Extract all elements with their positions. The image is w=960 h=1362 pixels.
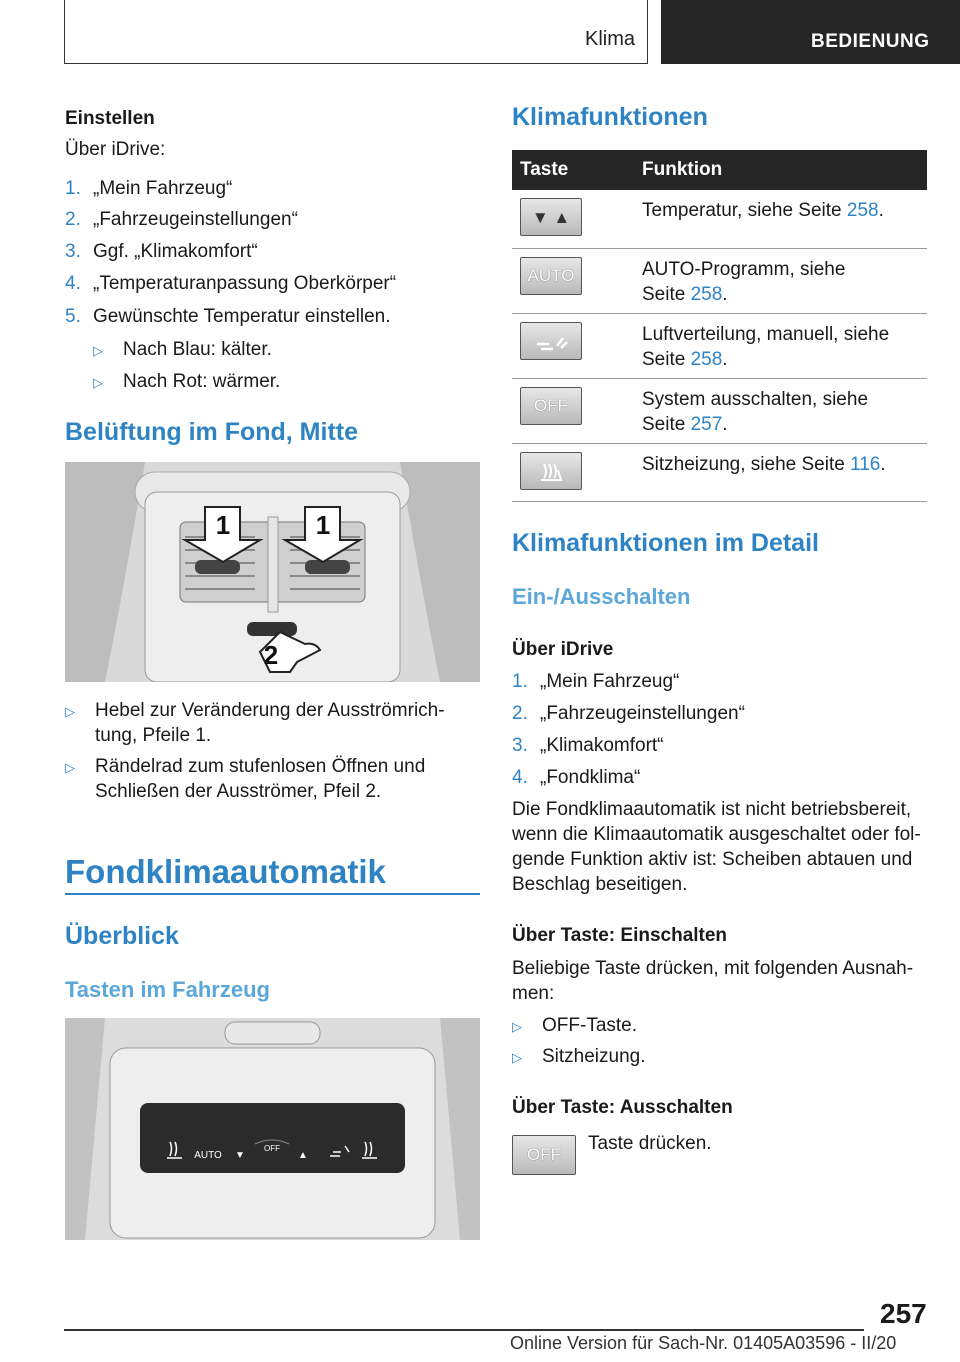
page-link[interactable]: 258 bbox=[846, 200, 879, 221]
bullet-triangle-icon: ▷ bbox=[93, 343, 103, 358]
page-link[interactable]: 116 bbox=[850, 453, 881, 475]
einschalten-paragraph-line: men: bbox=[512, 983, 555, 1004]
list-item: 3. Ggf. „Klimakomfort“ bbox=[65, 241, 258, 262]
wheel-arrow-label: 2 bbox=[263, 640, 279, 670]
vent-arrow-label: 1 bbox=[215, 510, 231, 540]
vent-bullet-cont: tung, Pfeile 1. bbox=[95, 725, 212, 746]
panel-off-label: OFF bbox=[264, 1144, 280, 1153]
fondklima-paragraph-line: gende Funktion aktiv ist: Scheiben abtauen und bbox=[512, 849, 913, 870]
fond-heading: Fondklimaautomatik bbox=[65, 853, 386, 890]
list-item: 2. „Fahrzeugeinstellungen“ bbox=[512, 703, 745, 724]
section-title: Klima bbox=[585, 28, 636, 50]
bullet-triangle-icon: ▷ bbox=[65, 704, 75, 719]
table-row: OFF System ausschalten, siehe Seite 257. bbox=[512, 378, 927, 443]
bullet-triangle-icon: ▷ bbox=[512, 1050, 522, 1065]
list-item: 4. „Temperaturanpassung Oberkörper“ bbox=[65, 273, 397, 294]
online-version-text: Online Version für Sach-Nr. 01405A03596 - II/20 bbox=[510, 1333, 897, 1353]
einschalten-bullet: ▷ Sitzheizung. bbox=[512, 1044, 646, 1070]
header-frame bbox=[64, 0, 648, 64]
auto-key-icon: AUTO bbox=[520, 257, 582, 295]
einschalten-paragraph-line: Beliebige Taste drücken, mit folgenden Ausnah‐ bbox=[512, 958, 914, 979]
chapter-title: BEDIENUNG bbox=[811, 31, 930, 52]
table-row: ▼ ▲ Temperatur, siehe Seite 258. bbox=[512, 190, 927, 248]
table-header-cell: Funktion bbox=[634, 150, 927, 190]
sub-bullet: ▷ Nach Blau: kälter. bbox=[93, 337, 272, 363]
page-link[interactable]: 258 bbox=[690, 283, 723, 305]
table-row: AUTO AUTO-Programm, siehe Seite 258. bbox=[512, 248, 927, 313]
list-item: 4. „Fondklima“ bbox=[512, 767, 641, 788]
ausschalten-text: Taste drücken. bbox=[588, 1133, 712, 1154]
einaus-heading: Ein-/Ausschalten bbox=[512, 584, 691, 609]
list-item: 1. „Mein Fahrzeug“ bbox=[65, 178, 233, 199]
heading-rule bbox=[65, 893, 480, 895]
control-panel-illustration bbox=[65, 1018, 480, 1240]
panel-auto-label: AUTO bbox=[194, 1150, 222, 1161]
vent-arrow-label: 1 bbox=[315, 510, 331, 540]
page-number: 257 bbox=[880, 1298, 927, 1329]
footer-rule bbox=[64, 1329, 864, 1331]
fondklima-paragraph-line: Beschlag beseitigen. bbox=[512, 874, 688, 895]
seat-heating-icon bbox=[520, 452, 582, 490]
panel-up-label: ▲ bbox=[298, 1150, 308, 1161]
page-link[interactable]: 258 bbox=[690, 348, 723, 370]
fondklima-paragraph-line: wenn die Klimaautomatik ausgeschaltet oder fol‐ bbox=[512, 824, 921, 845]
bullet-triangle-icon: ▷ bbox=[65, 760, 75, 775]
vent-bullet-cont: Schließen der Ausströmer, Pfeil 2. bbox=[95, 781, 382, 802]
table-row: Luftverteilung, manuell, siehe Seite 258. bbox=[512, 313, 927, 378]
einstellen-intro: Über iDrive: bbox=[65, 139, 166, 160]
panel-down-label: ▼ bbox=[235, 1150, 245, 1161]
table-header-row bbox=[512, 150, 927, 190]
einstellen-heading: Einstellen bbox=[65, 108, 155, 129]
einschalten-heading: Über Taste: Einschalten bbox=[512, 925, 728, 946]
fondklima-paragraph-line: Die Fondklimaautomatik ist nicht betriebsbereit, bbox=[512, 799, 912, 820]
list-item: 2. „Fahrzeugeinstellungen“ bbox=[65, 209, 298, 230]
list-item: 5. Gewünschte Temperatur einstellen. bbox=[65, 306, 391, 327]
tasten-heading: Tasten im Fahrzeug bbox=[65, 977, 270, 1002]
off-key-icon: OFF bbox=[512, 1135, 576, 1175]
detail-heading: Klimafunktionen im Detail bbox=[512, 529, 819, 557]
belueftung-heading: Belüftung im Fond, Mitte bbox=[65, 418, 359, 446]
ausschalten-heading: Über Taste: Ausschalten bbox=[512, 1097, 733, 1118]
idrive-heading: Über iDrive bbox=[512, 639, 614, 660]
klimafunktionen-heading: Klimafunktionen bbox=[512, 103, 708, 131]
ueberblick-heading: Überblick bbox=[65, 922, 179, 950]
rear-vent-illustration bbox=[65, 462, 480, 682]
table-row: Sitzheizung, siehe Seite 116. bbox=[512, 443, 927, 501]
klimafunktionen-table bbox=[512, 150, 927, 502]
table-header-cell: Taste bbox=[512, 150, 634, 190]
list-item: 1. „Mein Fahrzeug“ bbox=[512, 671, 680, 692]
temperature-arrows-icon: ▼ ▲ bbox=[520, 198, 582, 236]
page-link[interactable]: 257 bbox=[690, 413, 723, 435]
list-item: 3. „Klimakomfort“ bbox=[512, 735, 664, 756]
vent-bullet: ▷ Rändelrad zum stufenlosen Öffnen und bbox=[65, 754, 425, 780]
off-key-icon: OFF bbox=[520, 387, 582, 425]
bullet-triangle-icon: ▷ bbox=[512, 1019, 522, 1034]
sub-bullet: ▷ Nach Rot: wärmer. bbox=[93, 369, 280, 395]
air-distribution-icon bbox=[520, 322, 582, 360]
vent-bullet: ▷ Hebel zur Veränderung der Ausströmrich‐ bbox=[65, 698, 445, 724]
einschalten-bullet: ▷ OFF-Taste. bbox=[512, 1013, 637, 1039]
chapter-tab bbox=[661, 0, 960, 64]
bullet-triangle-icon: ▷ bbox=[93, 375, 103, 390]
